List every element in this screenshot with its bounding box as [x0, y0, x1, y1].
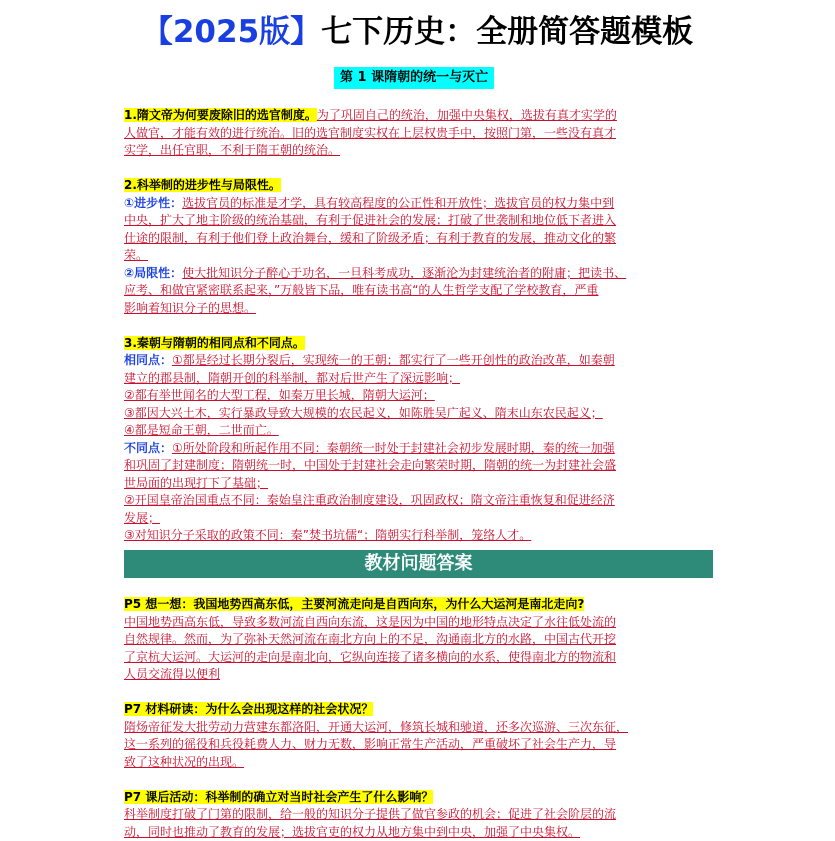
spacer: [124, 684, 716, 702]
q3-answer-row: [124, 422, 716, 440]
p5-answer-row: [124, 631, 716, 649]
section-banner: 教材问题答案: [124, 550, 713, 578]
q1-answer-line: 为了巩固自己的统治，加强中央集权，选拔有真才实学的: [317, 108, 617, 122]
q3-answer-line: ③都因大兴土木，实行暴政导致大规模的农民起义，如陈胜吴广起义、隋末山东农民起义；: [124, 406, 603, 420]
page-title: [0, 6, 835, 51]
q2-answer-line: 仕途的限制，有利于他们登上政治舞台，缓和了阶级矛盾；有利于教育的发展，推动文化的繁: [124, 231, 616, 245]
q1-answer-row: [124, 125, 716, 143]
same-label: 相同点：: [124, 353, 172, 367]
p5-question-row: [124, 596, 716, 614]
p7b-answer-line: 科举制度打破了门第的限制，给一般的知识分子提供了做官参政的机会；促进了社会阶层的流: [124, 807, 616, 821]
q2-answer-line: 使大批知识分子醉心于功名，一旦科考成功，逐渐沦为封建统治者的附庸；把读书、: [182, 266, 626, 280]
q2-answer-line: 影响着知识分子的思想。: [124, 301, 256, 315]
p7a-answer-row: [124, 754, 716, 772]
q2-answer-row: [124, 300, 716, 318]
q2-progress-row: [124, 195, 716, 213]
spacer: [124, 160, 716, 178]
q2-answer-line: 中央，扩大了地主阶级的统治基础，有利于促进社会的发展；打破了世袭制和地位低下者进入: [124, 213, 616, 227]
p7a-answer-line: 致了这种状况的出现。: [124, 755, 244, 769]
p7a-question-row: [124, 701, 716, 719]
q3-answer-row: [124, 387, 716, 405]
p7b-question-row: [124, 789, 716, 807]
title-prefix: 【2025版】: [142, 14, 321, 50]
q2-answer-line: 荣。: [124, 248, 148, 262]
p5-answer-row: [124, 666, 716, 684]
q2-answer-row: [124, 282, 716, 300]
p5-answer-line: 人员交流得以便利: [124, 667, 220, 681]
textbook-answers: [124, 596, 716, 841]
q3-answer-line: 和巩固了封建制度；隋朝统一时，中国处于封建社会走向繁荣时期，隋朝的统一为封建社会盛: [124, 458, 616, 472]
q3-answer-line: 建立的郡县制，隋朝开创的科举制，都对后世产生了深远影响；: [124, 371, 460, 385]
q3-answer-row: [124, 370, 716, 388]
q3-answer-line: 世局面的出现打下了基础；: [124, 476, 268, 490]
q2-question: 2.科举制的进步性与局限性。: [124, 178, 281, 192]
p7b-question: P7 课后活动：科举制的确立对当时社会产生了什么影响？: [124, 790, 433, 804]
p5-answer-line: 了京杭大运河。大运河的走向是南北向，它纵向连接了诸多横向的水系，使得南北方的物流和: [124, 650, 616, 664]
p7a-question: P7 材料研读：为什么会出现这样的社会状况？: [124, 702, 373, 716]
q2-limit-row: [124, 265, 716, 283]
q1-question: 1.隋文帝为何要废除旧的选官制度。: [124, 108, 317, 122]
q3-answer-row: [124, 492, 716, 510]
q3-answer-line: 发展；: [124, 511, 160, 525]
lesson-heading: 第 1 课隋朝的统一与灭亡: [334, 67, 494, 89]
q3-answer-line: ②都有举世闻名的大型工程，如秦万里长城，隋朝大运河；: [124, 388, 435, 402]
q3-same-row: [124, 352, 716, 370]
p7a-answer-line: 这一系列的徭役和兵役耗费人力、财力无数，影响正常生产活动，严重破坏了社会生产力，导: [124, 737, 616, 751]
q3-answer-row: [124, 475, 716, 493]
q1-answer-line: 人做官，才能有效的进行统治。旧的选官制度实权在上层权贵手中，按照门第，一些没有真才: [124, 126, 616, 140]
p5-question: P5 想一想：我国地势西高东低，主要河流走向是自西向东，为什么大运河是南北走向?: [124, 597, 584, 611]
title-main: 七下历史：全册简答题模板: [321, 14, 693, 50]
p5-answer-line: 自然规律。然而，为了弥补天然河流在南北方向上的不足，沟通南北方的水路，中国古代开挖: [124, 632, 616, 646]
p7a-answer-row: [124, 719, 716, 737]
q3-answer-row: [124, 510, 716, 528]
p7a-answer-line: 隋炀帝征发大批劳动力营建东都洛阳，开通大运河，修筑长城和驰道，还多次巡游、三次东征，: [124, 720, 628, 734]
p7b-answer-row: [124, 824, 716, 841]
q3-answer-line: ①所处阶段和所起作用不同：秦朝统一时处于封建社会初步发展时期，秦的统一加强: [172, 441, 615, 455]
q2-answer-row: [124, 212, 716, 230]
p5-answer-row: [124, 614, 716, 632]
q3-answer-row: [124, 457, 716, 475]
q3-answer-row: [124, 405, 716, 423]
progress-label: ①进步性：: [124, 196, 182, 210]
q3-answer-line: ②开国皇帝治国重点不同：秦始皇注重政治制度建设，巩固政权；隋文帝注重恢复和促进经济: [124, 493, 615, 507]
q2-answer-row: [124, 247, 716, 265]
q2-answer-line: 选拔官员的标准是才学，具有较高程度的公正性和开放性；选拔官员的权力集中到: [182, 196, 614, 210]
p5-answer-line: 中国地势西高东低，导致多数河流自西向东流，这是因为中国的地形特点决定了水往低处流的: [124, 615, 616, 629]
q1-answer-row: [124, 142, 716, 160]
p7a-answer-row: [124, 736, 716, 754]
q1-answer-line: 实学，出任官职，不利于隋王朝的统治。: [124, 143, 340, 157]
limit-label: ②局限性：: [124, 266, 182, 280]
q2-answer-line: 应考、和做官紧密联系起来，”万般皆下品，唯有读书高“的人生哲学支配了学校教育，严重: [124, 283, 598, 297]
q1-line: [124, 107, 716, 125]
spacer: [124, 317, 716, 335]
q3-answer-row: [124, 527, 716, 545]
q2-question-row: [124, 177, 716, 195]
q3-question-row: [124, 335, 716, 353]
q3-question: 3.秦朝与隋朝的相同点和不同点。: [124, 336, 305, 350]
p7b-answer-line: 动，同时也推动了教育的发展；选拔官吏的权力从地方集中到中央，加强了中央集权。: [124, 825, 580, 839]
q3-answer-line: ④都是短命王朝，二世而亡。: [124, 423, 279, 437]
spacer: [124, 771, 716, 789]
diff-label: 不同点：: [124, 441, 172, 455]
q3-diff-row: [124, 440, 716, 458]
q3-answer-line: ①都是经过长期分裂后，实现统一的王朝；都实行了一些开创性的政治改革，如秦朝: [172, 353, 615, 367]
p7b-answer-row: [124, 806, 716, 824]
q2-answer-row: [124, 230, 716, 248]
q3-answer-line: ③对知识分子采取的政策不同：秦”焚书坑儒“；隋朝实行科举制，笼络人才。: [124, 528, 531, 542]
p5-answer-row: [124, 649, 716, 667]
lesson-content: [124, 107, 716, 545]
